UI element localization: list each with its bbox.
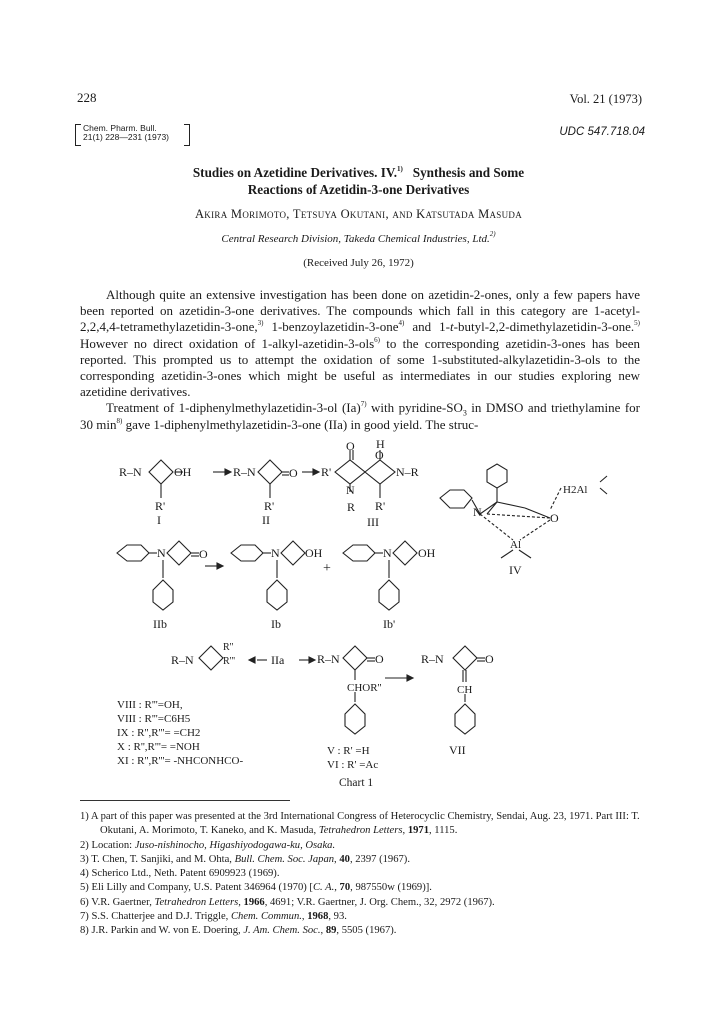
atom-r-n-2: R–N [233, 465, 256, 479]
atom-h2al: H2Al [563, 484, 588, 496]
legend-viii-a: VIII : R'''=OH, [117, 699, 183, 711]
author-2: Tetsuya Okutani [292, 207, 386, 221]
label-Ibprime: Ib' [383, 617, 396, 631]
p1-text-c: and 1- [404, 319, 451, 335]
atom-o-4: O [550, 511, 559, 525]
p1-text-b: 1-benzoylazetidin-3-one [263, 319, 399, 335]
source-citation [78, 124, 169, 142]
footnote-5: 5) Eli Lilly and Company, U.S. Patent 346964 (1970) [C. A., 70, 987550w (1969)]. [80, 882, 432, 894]
atom-al: Al [510, 539, 521, 551]
article-title [0, 164, 717, 198]
atom-r-n-5: R–N [317, 652, 340, 666]
source-line-2: 21(1) 228—231 (1973) [83, 132, 170, 142]
atom-r-n-1: R–N [119, 465, 142, 479]
legend-ix: IX : R'',R'''= =CH2 [117, 727, 201, 739]
p1-text-d: -butyl-2,2-dimethylazetidin-3-one. [453, 319, 635, 335]
footnotes [80, 810, 645, 939]
footnote-7: 7) S.S. Chatterjee and D.J. Triggle, Chem. Commun., 1968, 93. [80, 911, 347, 923]
authors: Akira Morimoto, Tetsuya Okutani, and Katsutada Masuda [194, 207, 523, 221]
atom-rprime-1: R' [155, 499, 166, 513]
atom-r-n-4: R–N [171, 653, 194, 667]
title-line-1: Studies on Azetidine Derivatives. IV. [192, 165, 398, 180]
atom-r-3: R [347, 500, 356, 514]
atom-o-3: O [346, 440, 355, 453]
footnote-divider [80, 800, 290, 801]
p2-sub-3: 3 [462, 409, 467, 419]
source-line-1: Chem. Pharm. Bull. [83, 123, 157, 133]
author-1: Akira Morimoto [194, 207, 287, 221]
label-I: I [157, 513, 161, 527]
received-date: (Received July 26, 1972) [303, 257, 414, 269]
chemical-structures [95, 440, 615, 795]
atom-o-2: O [289, 466, 298, 480]
p1-ref-5: 5) [634, 319, 640, 328]
label-IIb: IIb [153, 617, 167, 631]
p1-italic-t: t [450, 319, 454, 335]
atom-n-iib: N [157, 546, 166, 560]
chart-caption: Chart 1 [339, 777, 374, 789]
title-ref: 1) [397, 165, 403, 173]
title-line-1-rest: Synthesis and Some [412, 165, 525, 180]
atom-iia: IIa [271, 653, 285, 667]
atom-h-3: H [376, 440, 385, 451]
footnote-6: 6) V.R. Gaertner, Tetrahedron Letters, 1966, 4691; V.R. Gaertner, J. Org. Chem., 32, 2972 (1967). [80, 896, 495, 908]
p2-ref-8: 8) [116, 416, 123, 425]
p1-text-f: to the corresponding azetidin-3-ones has been reported. This prompted us to attempt the oxidation of some 1-substituted-alkylazetidin-3-ols to the corresponding azetidin-3-ones which might be useful as intermediates in our studies exploring new azetidine derivatives. [80, 335, 640, 400]
atom-n-4: N [473, 505, 482, 519]
footnote-3: 3) T. Chen, T. Sanjiki, and M. Ohta, Bull. Chem. Soc. Japan, 40, 2397 (1967). [80, 853, 410, 865]
legend-v: V : R' =H [327, 745, 370, 757]
atom-oh-ib: OH [305, 546, 323, 560]
author-3: Katsutada Masuda [416, 207, 523, 221]
footnote-1: 1) A part of this paper was presented at the 3rd International Congress of Heterocyclic Chemistry, Sendai, Aug. 23, 1971. Part III: T. Okutani, A. Morimoto, T. Kaneko, and K. Masuda, Tetrahedron Letters, 1971, 1115. [80, 811, 640, 837]
atom-o-iib: O [199, 547, 208, 561]
plus-sign: + [323, 561, 331, 576]
legend-x: X : R'',R'''= =NOH [117, 741, 200, 753]
legend-xi: XI : R'',R'''= -NHCONHCO- [117, 755, 244, 767]
chart-1-scheme [95, 440, 615, 800]
p1-ref-4: 4) [398, 319, 405, 328]
label-Ib: Ib [271, 617, 281, 631]
label-III: III [367, 515, 379, 529]
udc-code: UDC 547.718.04 [559, 126, 645, 138]
atom-n-3: N [346, 483, 355, 497]
label-VII: VII [449, 743, 466, 757]
atom-o-5: O [375, 652, 384, 666]
atom-n-ibp: N [383, 546, 392, 560]
p2-text-c: in DMSO and triethylamine for 30 min [80, 400, 641, 432]
atom-chor: CHOR'' [347, 682, 382, 694]
atom-r-n-6: R–N [421, 652, 444, 666]
affiliation [0, 230, 717, 245]
atom-n-ib: N [271, 546, 280, 560]
paragraph-2 [80, 400, 640, 432]
p2-ref-7: 7) [360, 400, 367, 409]
atom-rprime-2: R' [264, 499, 275, 513]
p1-text-a: Although quite an extensive investigation has been done on azetidin-2-ones, only a few papers have been reported on azetidin-3-one derivatives. The compounds which fall in this category are 1-acetyl-2,2,4,4-tetramethylazetidin-3-one, [80, 287, 640, 335]
p1-text-e: However no direct oxidation of 1-alkyl-azetidin-3-ols [80, 335, 375, 351]
atom-n-r-3: N–R [396, 465, 419, 479]
label-II: II [262, 513, 270, 527]
volume-info: Vol. 21 (1973) [569, 92, 642, 106]
atom-rppp: R''' [223, 656, 236, 667]
label-IV: IV [509, 563, 522, 577]
legend-vi: VI : R' =Ac [327, 759, 379, 771]
atom-ch: CH [457, 684, 473, 696]
p1-ref-3: 3) [257, 319, 264, 328]
p2-text-a: Treatment of 1-diphenylmethylazetidin-3-ol (Ia) [106, 400, 361, 416]
atom-oh-ibp: OH [418, 546, 436, 560]
affiliation-text: Central Research Division, Takeda Chemical Industries, Ltd. [221, 233, 490, 245]
p2-text-d: gave 1-diphenylmethylazetidin-3-one (IIa) in good yield. The struc- [122, 416, 479, 432]
body-text [80, 287, 640, 433]
atom-rprime-3b: R' [375, 499, 386, 513]
footnote-8: 8) J.R. Parkin and W. von E. Doering, J. Am. Chem. Soc., 89, 5505 (1967). [80, 925, 397, 937]
atom-o-6: O [485, 652, 494, 666]
atom-o-3b: O [375, 448, 384, 462]
page-number: 228 [77, 90, 97, 105]
footnote-2: 2) Location: Juso-nishinocho, Higashiyodogawa-ku, Osaka. [80, 839, 336, 851]
p1-ref-6: 6) [374, 335, 380, 344]
affiliation-ref: 2) [489, 230, 496, 238]
atom-rprime-3a: R' [321, 465, 332, 479]
footnote-4: 4) Scherico Ltd., Neth. Patent 6909923 (1969). [80, 868, 280, 880]
title-line-2: Reactions of Azetidin-3-one Derivatives [247, 182, 470, 197]
legend-viii-b: VIII : R'''=C6H5 [117, 713, 191, 725]
p2-text-b: with pyridine-SO [366, 400, 463, 416]
atom-rpp: R'' [223, 642, 234, 653]
paragraph-1 [80, 287, 640, 400]
atom-oh-1: OH [174, 465, 192, 479]
